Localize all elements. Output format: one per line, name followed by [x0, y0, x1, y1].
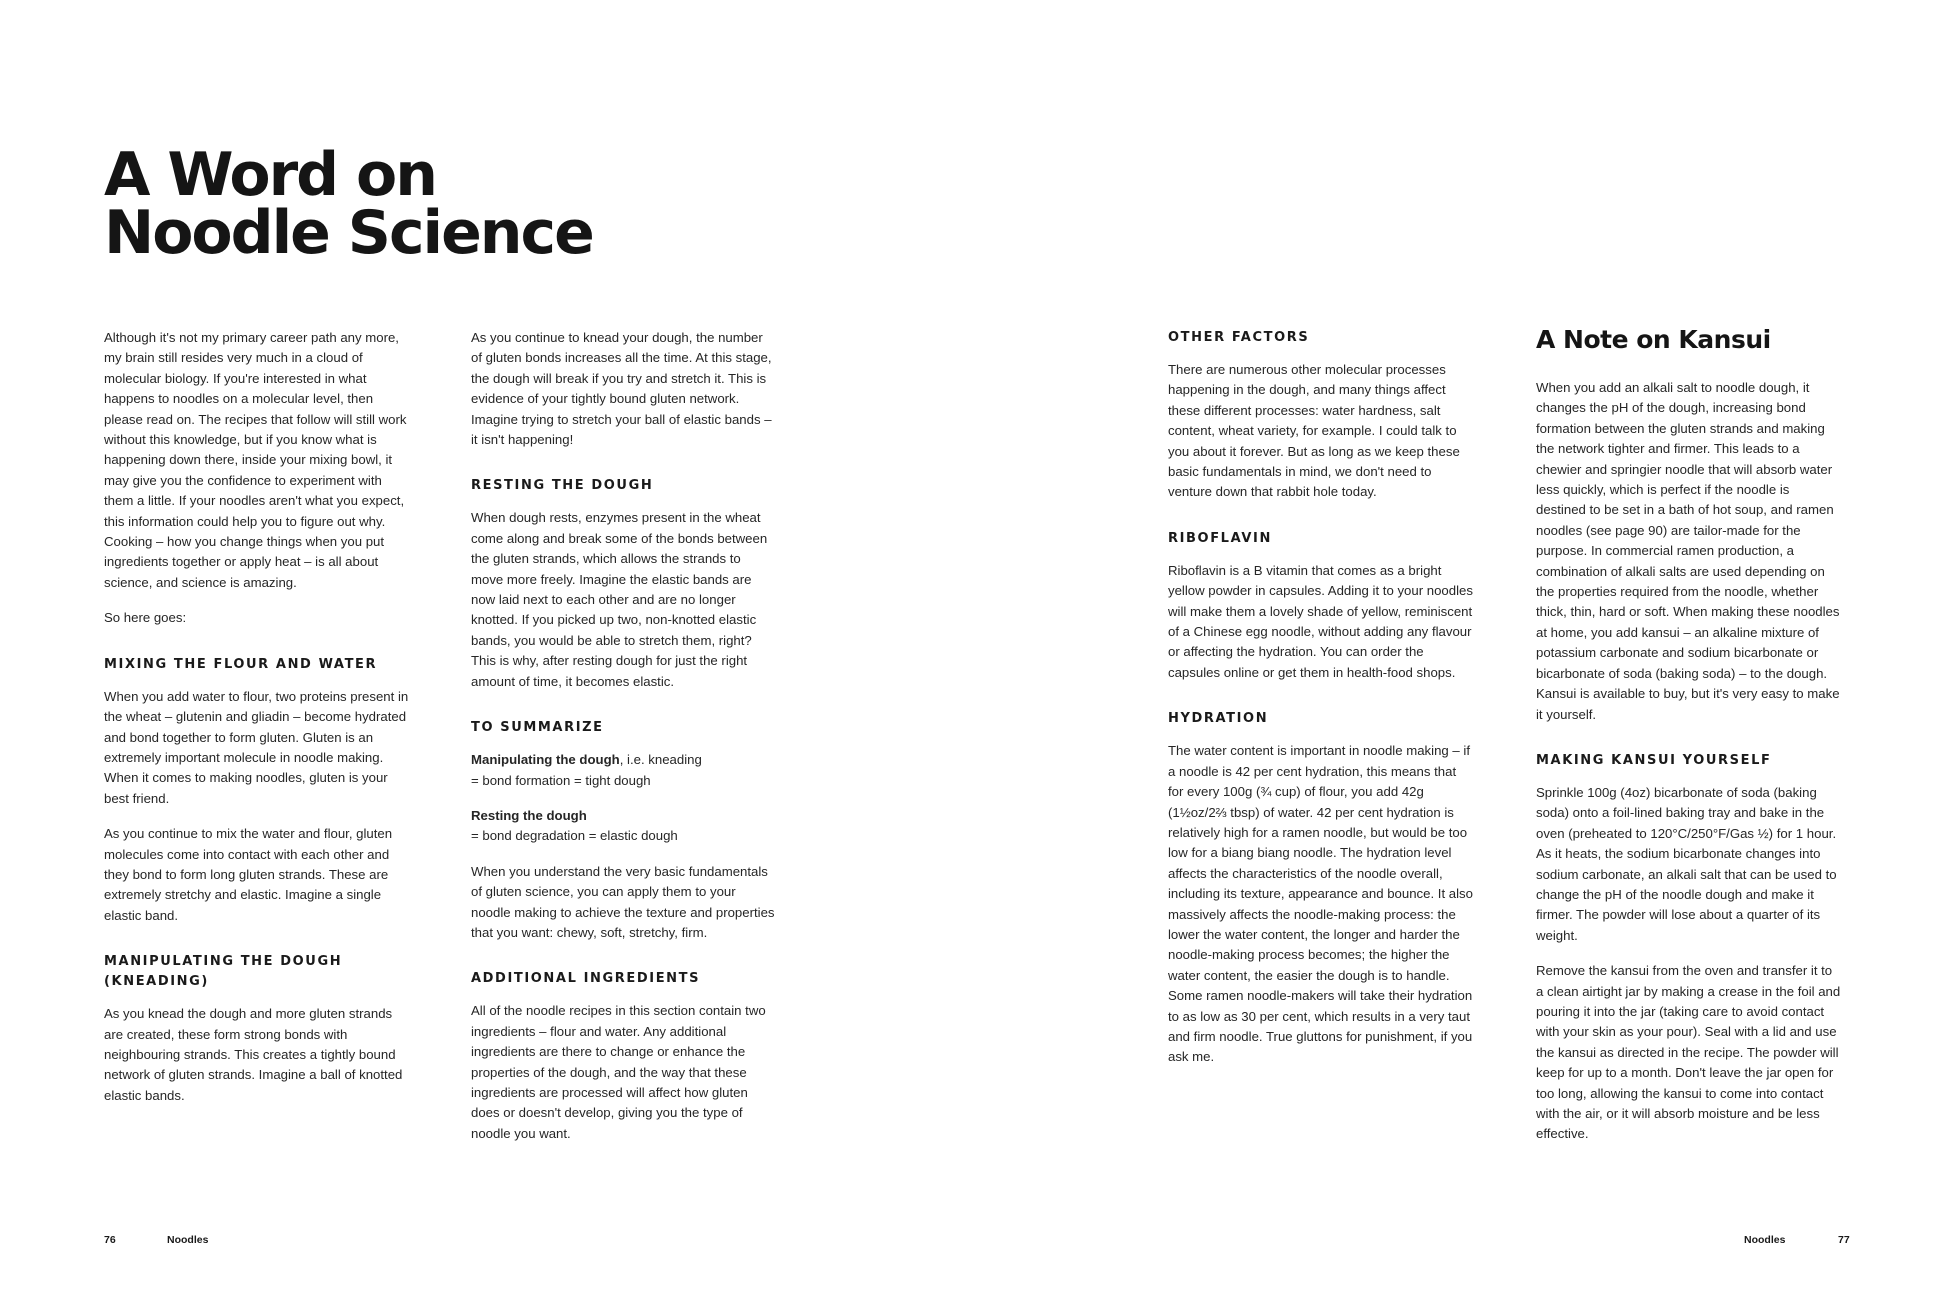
- other-factors-heading: OTHER FACTORS: [1168, 330, 1310, 345]
- summary-1-equation: = bond formation = tight dough: [471, 772, 651, 788]
- additional-ingredients-paragraph: All of the noodle recipes in this section contain two ingredients – flour and water. Any additional ingredients are there to change or enhance the properties of the dough, and the way that these ingredients are processed will affect how gluten does or doesn't develop, giving you the type of noodle you want.: [471, 1003, 766, 1141]
- lead-in: So here goes:: [104, 610, 187, 626]
- making-kansui-paragraph-1: Sprinkle 100g (4oz) bicarbonate of soda (baking soda) onto a foil-lined baking tray and bake in the oven (preheated to 120°C/250°F/Gas ½) for 1 hour. As it heats, the sodium bicarbonate changes into sodium carbonate, an alkali salt that can be used to change the pH of the noodle dough and make it firmer. The powder will lose about a quarter of its weight.: [1536, 784, 1837, 943]
- summary-2-term: Resting the dough: [471, 807, 587, 823]
- kansui-title: A Note on Kansui: [1536, 325, 1771, 354]
- summary-1-note: , i.e. kneading: [619, 752, 702, 768]
- mixing-paragraph-2: As you continue to mix the water and flour, gluten molecules come into contact with each other and they bond to form long gluten strands. These are extremely stretchy and elastic. Imagine a single elastic band.: [104, 826, 393, 923]
- right-column-1: [1168, 328, 1473, 1083]
- mixing-heading: MIXING THE FLOUR AND WATER: [104, 656, 378, 672]
- title-line-2: Noodle Science: [104, 198, 593, 268]
- riboflavin-paragraph: Riboflavin is a B vitamin that comes as a bright yellow powder in capsules. Adding it to your noodles will make them a lovely shade of yellow, reminiscent of a Chinese egg noodle, without adding any flavour or affecting the hydration. You can order the capsules online or get them in health-food shops.: [1168, 562, 1473, 680]
- making-kansui-paragraph-2: Remove the kansui from the oven and transfer it to a clean airtight jar by making a crease in the foil and pouring it into the jar (taking care to avoid contact with your skin as your pour). Seal with a lid and use the kansui as directed in the recipe. The powder will keep for up to a month. Don't leave the jar open for too long, allowing the kansui to come into contact with the air, or it will absorb moisture and be less effective.: [1536, 963, 1841, 1142]
- summary-item-1: [471, 750, 776, 791]
- summary-2-equation: = bond degradation = elastic dough: [471, 828, 678, 844]
- summary-1-term: Manipulating the dough: [471, 752, 620, 768]
- manipulating-paragraph: As you knead the dough and more gluten strands are created, these form strong bonds with neighbouring strands. This creates a tightly bound network of gluten strands. Imagine a ball of knotted elastic bands.: [104, 1006, 403, 1103]
- mixing-paragraph-1: When you add water to flour, two proteins present in the wheat – glutenin and gliadin – become hydrated and bond together to form gluten. Gluten is an extremely important molecule in noodle making. When it comes to making noodles, gluten is your best friend.: [104, 688, 409, 806]
- resting-heading: RESTING THE DOUGH: [471, 478, 654, 494]
- title-line-1: A Word on: [104, 140, 436, 210]
- additional-ingredients-heading: ADDITIONAL INGREDIENTS: [471, 971, 701, 987]
- page-title: [104, 140, 704, 268]
- summary-item-2: [471, 806, 776, 847]
- left-column-2: [471, 328, 776, 1159]
- making-kansui-heading: MAKING KANSUI YOURSELF: [1536, 752, 1772, 768]
- hydration-paragraph: The water content is important in noodle making – if a noodle is 42 per cent hydration, this means that for every 100g (¾ cup) of flour, you add 42g (1½oz/2⅔ tbsp) of water. 42 per cent hydration is relatively high for a ramen noodle, but would be too low for a biang biang noodle. The hydration level affects the characteristics of the noodle overall, including its texture, appearance and bounce. It also massively affects the noodle-making process: the lower the water content, the longer and harder the noodle-making process becomes; the higher the water content, the easier the dough is to handle. Some ramen noodle-makers will take their hydration to as low as 30 per cent, which results in a very taut and firm noodle. True gluttons for punishment, if you ask me.: [1168, 743, 1473, 1065]
- left-running-footer: Noodles: [167, 1234, 209, 1246]
- hydration-heading: HYDRATION: [1168, 711, 1269, 727]
- summarize-heading: TO SUMMARIZE: [471, 720, 604, 736]
- left-page-number: 76: [104, 1234, 116, 1246]
- right-page-number: 77: [1838, 1234, 1850, 1246]
- other-factors-paragraph: There are numerous other molecular processes happening in the dough, and many things affect these different processes: water hardness, salt content, wheat variety, for example. I could talk to you about it forever. But as long as we keep these basic fundamentals in mind, we don't need to venture down that rabbit hole today.: [1168, 362, 1460, 500]
- right-running-footer: Noodles: [1744, 1234, 1786, 1246]
- continue-kneading-paragraph: As you continue to knead your dough, the number of gluten bonds increases all the time. At this stage, the dough will break if you try and stretch it. This is evidence of your tightly bound gluten network. Imagine trying to stretch your ball of elastic bands – it isn't happening!: [471, 330, 772, 448]
- intro-paragraph: Although it's not my primary career path any more, my brain still resides very much in a cloud of molecular biology. If you're interested in what happens to noodles on a molecular level, then please read on. The recipes that follow will still work without this knowledge, but if you know what is happening down there, inside your mixing bowl, it may give you the confidence to experiment with them a little. If your noodles aren't what you expect, this information could help you to figure out why. Cooking – how you change things when you put ingredients together or apply heat – is all about science, and science is amazing.: [104, 330, 407, 590]
- riboflavin-heading: RIBOFLAVIN: [1168, 530, 1272, 546]
- resting-paragraph: When dough rests, enzymes present in the wheat come along and break some of the bonds between the gluten strands, which allows the strands to move more freely. Imagine the elastic bands are now laid next to each other and are no longer knotted. If you picked up two, non-knotted elastic bands, you would be able to stretch them, right? This is why, after resting dough for just the right amount of time, it becomes elastic.: [471, 510, 768, 689]
- manipulating-heading: MANIPULATING THE DOUGH (KNEADING): [104, 954, 343, 990]
- summary-paragraph: When you understand the very basic fundamentals of gluten science, you can apply them to your noodle making to achieve the texture and properties that you want: chewy, soft, stretchy, firm.: [471, 863, 775, 940]
- left-column-1: [104, 328, 409, 1121]
- kansui-paragraph: When you add an alkali salt to noodle dough, it changes the pH of the dough, increasing bond formation between the gluten strands and making the network tighter and firmer. This leads to a chewier and springier noodle that will absorb water less quickly, which is perfect if the noodle is destined to be set in a bath of hot soup, and ramen noodles (see page 90) are tailor-made for the purpose. In commercial ramen production, a combination of alkali salts are used depending on the properties required from the noodle, whether thick, thin, hard or soft. When making these noodles at home, you add kansui – an alkaline mixture of potassium carbonate and sodium bicarbonate or bicarbonate of soda (baking soda) – to the dough. Kansui is available to buy, but it's very easy to make it yourself.: [1536, 380, 1840, 722]
- right-column-2: [1536, 325, 1841, 1160]
